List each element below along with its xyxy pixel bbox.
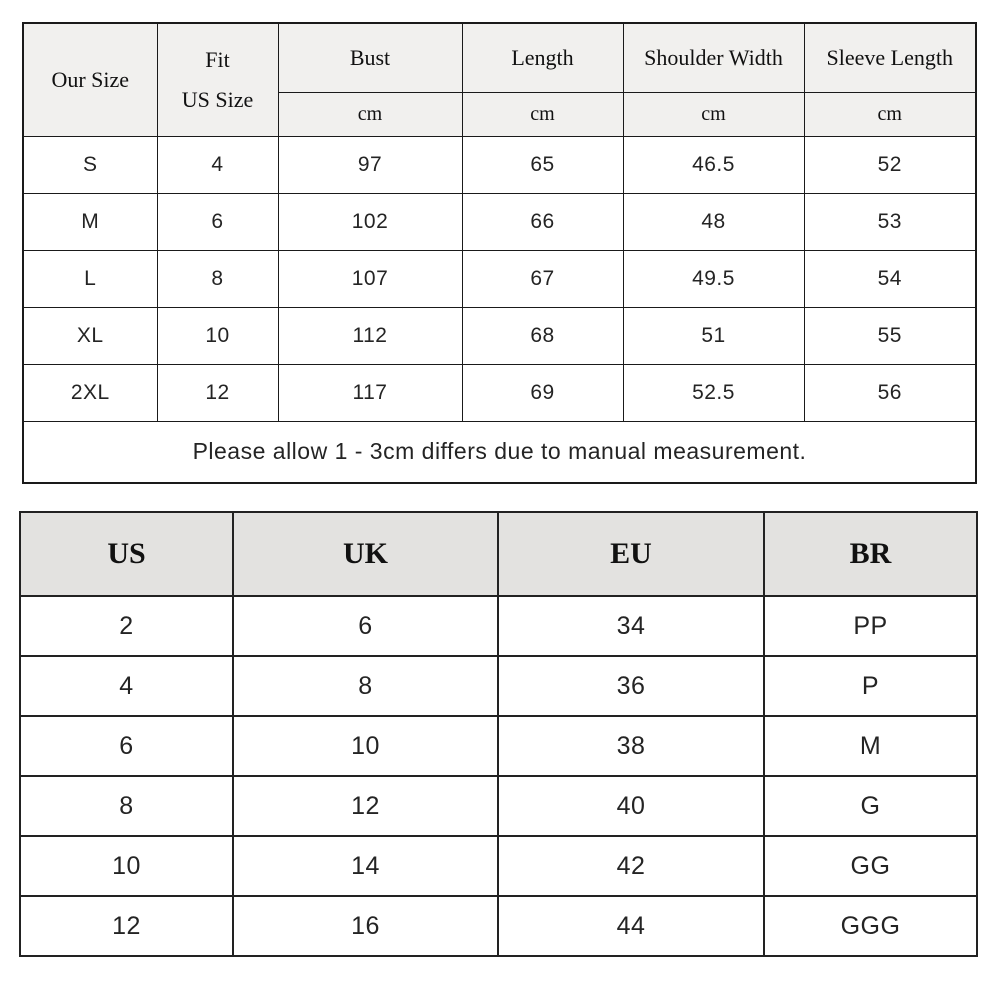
- header-us: US: [20, 512, 233, 596]
- cell-uk: 16: [233, 896, 498, 956]
- header-shoulder-width: Shoulder Width: [623, 23, 804, 92]
- cell-bust: 102: [278, 193, 462, 250]
- cell-us: 4: [20, 656, 233, 716]
- cell-sleeve: 55: [804, 307, 976, 364]
- cell-length: 67: [462, 250, 623, 307]
- cell-length: 69: [462, 364, 623, 421]
- measurement-note: Please allow 1 - 3cm differs due to manual measurement.: [23, 421, 976, 483]
- conversion-header-row: [20, 512, 977, 596]
- cell-bust: 112: [278, 307, 462, 364]
- cell-uk: 10: [233, 716, 498, 776]
- cell-uk: 12: [233, 776, 498, 836]
- cell-uk: 8: [233, 656, 498, 716]
- cell-us: 6: [20, 716, 233, 776]
- cell-eu: 36: [498, 656, 764, 716]
- measurement-table: [22, 22, 977, 484]
- table-row-l: [23, 250, 976, 307]
- measurement-header-row: [23, 23, 976, 92]
- cell-size: L: [23, 250, 157, 307]
- cell-size: XL: [23, 307, 157, 364]
- table-row: [20, 776, 977, 836]
- cell-eu: 34: [498, 596, 764, 656]
- cell-shoulder: 46.5: [623, 136, 804, 193]
- cell-us-size: 8: [157, 250, 278, 307]
- cell-br: P: [764, 656, 977, 716]
- cell-uk: 6: [233, 596, 498, 656]
- cell-br: GGG: [764, 896, 977, 956]
- cell-eu: 38: [498, 716, 764, 776]
- table-row: [20, 836, 977, 896]
- cell-length: 68: [462, 307, 623, 364]
- table-row: [20, 656, 977, 716]
- cell-shoulder: 48: [623, 193, 804, 250]
- cell-br: M: [764, 716, 977, 776]
- header-eu: EU: [498, 512, 764, 596]
- cell-us-size: 6: [157, 193, 278, 250]
- cell-shoulder: 51: [623, 307, 804, 364]
- cell-uk: 14: [233, 836, 498, 896]
- cell-us: 12: [20, 896, 233, 956]
- cell-br: G: [764, 776, 977, 836]
- header-fit-line2: US Size: [181, 86, 254, 112]
- header-sleeve-length: Sleeve Length: [804, 23, 976, 92]
- cell-size: S: [23, 136, 157, 193]
- cell-bust: 107: [278, 250, 462, 307]
- table-row-xl: [23, 307, 976, 364]
- cell-eu: 44: [498, 896, 764, 956]
- table-row: [20, 896, 977, 956]
- cell-size: M: [23, 193, 157, 250]
- cell-eu: 40: [498, 776, 764, 836]
- cell-br: PP: [764, 596, 977, 656]
- table-row-2xl: [23, 364, 976, 421]
- header-length: Length: [462, 23, 623, 92]
- table-row-s: [23, 136, 976, 193]
- cell-us-size: 10: [157, 307, 278, 364]
- cell-us: 8: [20, 776, 233, 836]
- cell-us-size: 4: [157, 136, 278, 193]
- cell-eu: 42: [498, 836, 764, 896]
- header-fit-us-size: [157, 23, 278, 136]
- unit-cell-shoulder: cm: [623, 92, 804, 136]
- header-our-size: Our Size: [23, 23, 157, 136]
- cell-bust: 97: [278, 136, 462, 193]
- unit-cell-bust: cm: [278, 92, 462, 136]
- table-row: [20, 596, 977, 656]
- note-row: [23, 421, 976, 483]
- unit-cell-length: cm: [462, 92, 623, 136]
- cell-sleeve: 53: [804, 193, 976, 250]
- cell-us: 10: [20, 836, 233, 896]
- cell-sleeve: 52: [804, 136, 976, 193]
- conversion-table: [19, 511, 978, 957]
- unit-cell-sleeve: cm: [804, 92, 976, 136]
- header-bust: Bust: [278, 23, 462, 92]
- cell-sleeve: 54: [804, 250, 976, 307]
- cell-bust: 117: [278, 364, 462, 421]
- cell-shoulder: 52.5: [623, 364, 804, 421]
- header-uk: UK: [233, 512, 498, 596]
- cell-us: 2: [20, 596, 233, 656]
- cell-length: 66: [462, 193, 623, 250]
- cell-shoulder: 49.5: [623, 250, 804, 307]
- header-fit-line1: Fit: [205, 46, 230, 72]
- cell-length: 65: [462, 136, 623, 193]
- cell-us-size: 12: [157, 364, 278, 421]
- cell-sleeve: 56: [804, 364, 976, 421]
- header-br: BR: [764, 512, 977, 596]
- cell-br: GG: [764, 836, 977, 896]
- table-row: [20, 716, 977, 776]
- table-row-m: [23, 193, 976, 250]
- cell-size: 2XL: [23, 364, 157, 421]
